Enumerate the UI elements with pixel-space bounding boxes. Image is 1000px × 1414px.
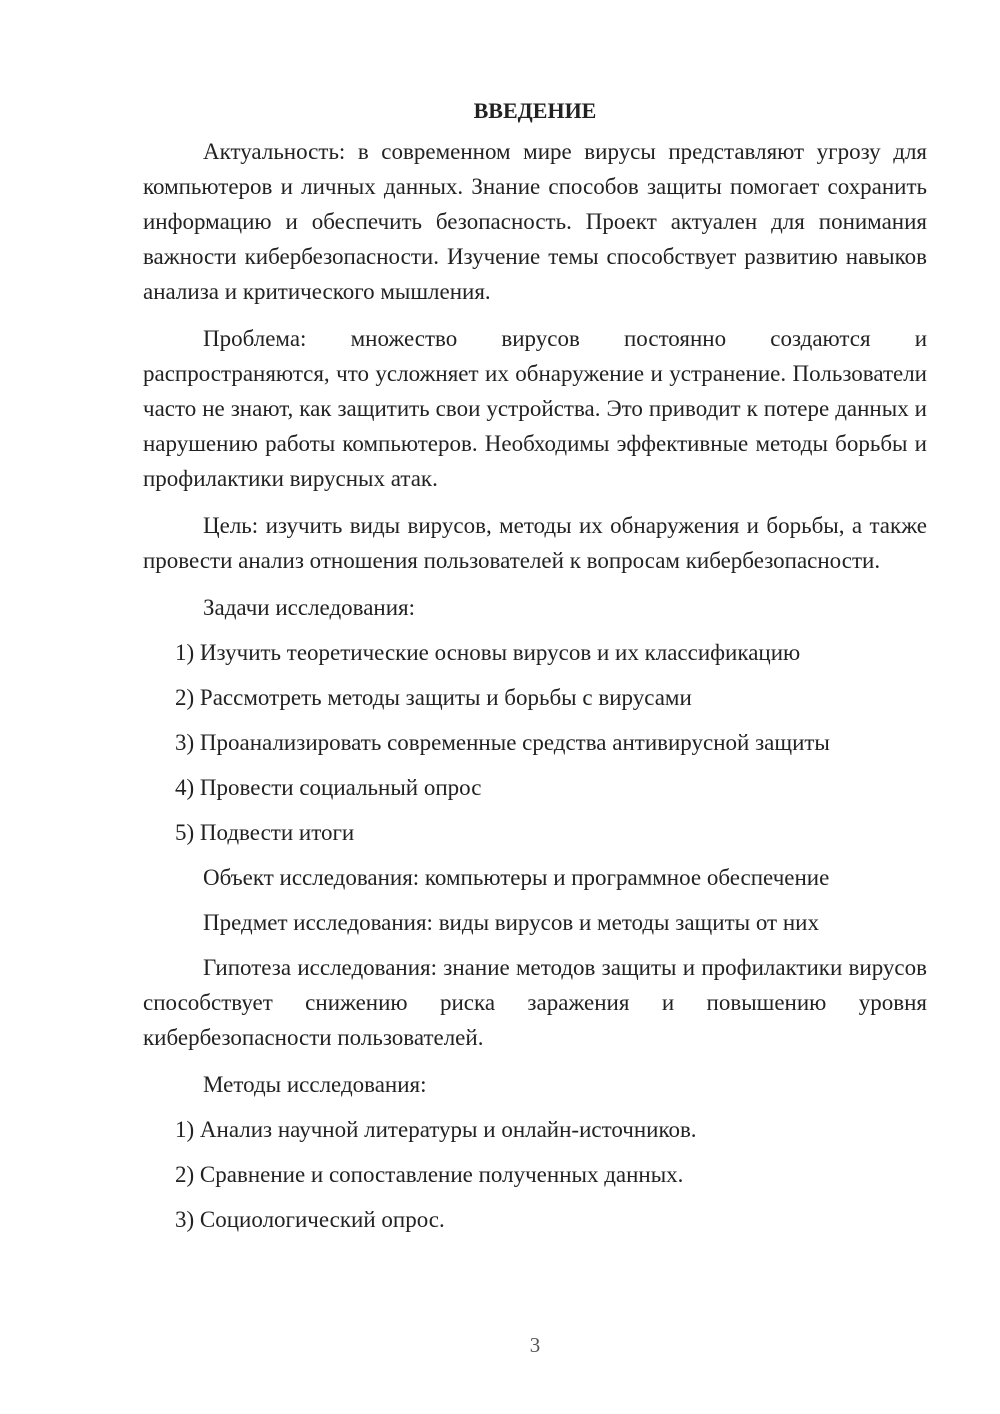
document-page — [143, 94, 927, 1247]
goal-paragraph: Цель: изучить виды вирусов, методы их обнаружения и борьбы, а также провести анализ отношения пользователей к вопросам кибербезопасности. — [143, 513, 927, 573]
research-subject: Предмет исследования: виды вирусов и методы защиты от них — [203, 910, 819, 935]
tasks-heading: Задачи исследования: — [203, 595, 416, 620]
method-item-2: 2) Сравнение и сопоставление полученных данных. — [175, 1162, 684, 1187]
research-object: Объект исследования: компьютеры и программное обеспечение — [203, 865, 830, 890]
hypothesis-paragraph: Гипотеза исследования: знание методов защиты и профилактики вирусов способствует снижению риска заражения и повышению уровня кибербезопасности пользователей. — [143, 955, 927, 1050]
problem-paragraph: Проблема: множество вирусов постоянно создаются и распространяются, что усложняет их обнаружение и устранение. Пользователи часто не знают, как защитить свои устройства. Это приводит к потере данных и нарушению работы компьютеров. Необходимы эффективные методы борьбы и профилактики вирусных атак. — [143, 326, 927, 491]
task-item-3: 3) Проанализировать современные средства антивирусной защиты — [175, 730, 830, 755]
page-title: ВВЕДЕНИЕ — [473, 98, 597, 123]
task-item-2: 2) Рассмотреть методы защиты и борьбы с вирусами — [175, 685, 692, 710]
method-item-3: 3) Социологический опрос. — [175, 1207, 445, 1232]
task-item-5: 5) Подвести итоги — [175, 820, 355, 845]
methods-heading: Методы исследования: — [203, 1072, 427, 1097]
task-item-1: 1) Изучить теоретические основы вирусов и их классификацию — [175, 640, 801, 665]
task-item-4: 4) Провести социальный опрос — [175, 775, 482, 800]
method-item-1: 1) Анализ научной литературы и онлайн-источников. — [175, 1117, 697, 1142]
page-number: 3 — [529, 1333, 541, 1357]
relevance-paragraph: Актуальность: в современном мире вирусы представляют угрозу для компьютеров и личных данных. Знание способов защиты помогает сохранить информацию и обеспечить безопасность. Проект актуален для понимания важности кибербезопасности. Изучение темы способствует развитию навыков анализа и критического мышления. — [143, 139, 927, 304]
